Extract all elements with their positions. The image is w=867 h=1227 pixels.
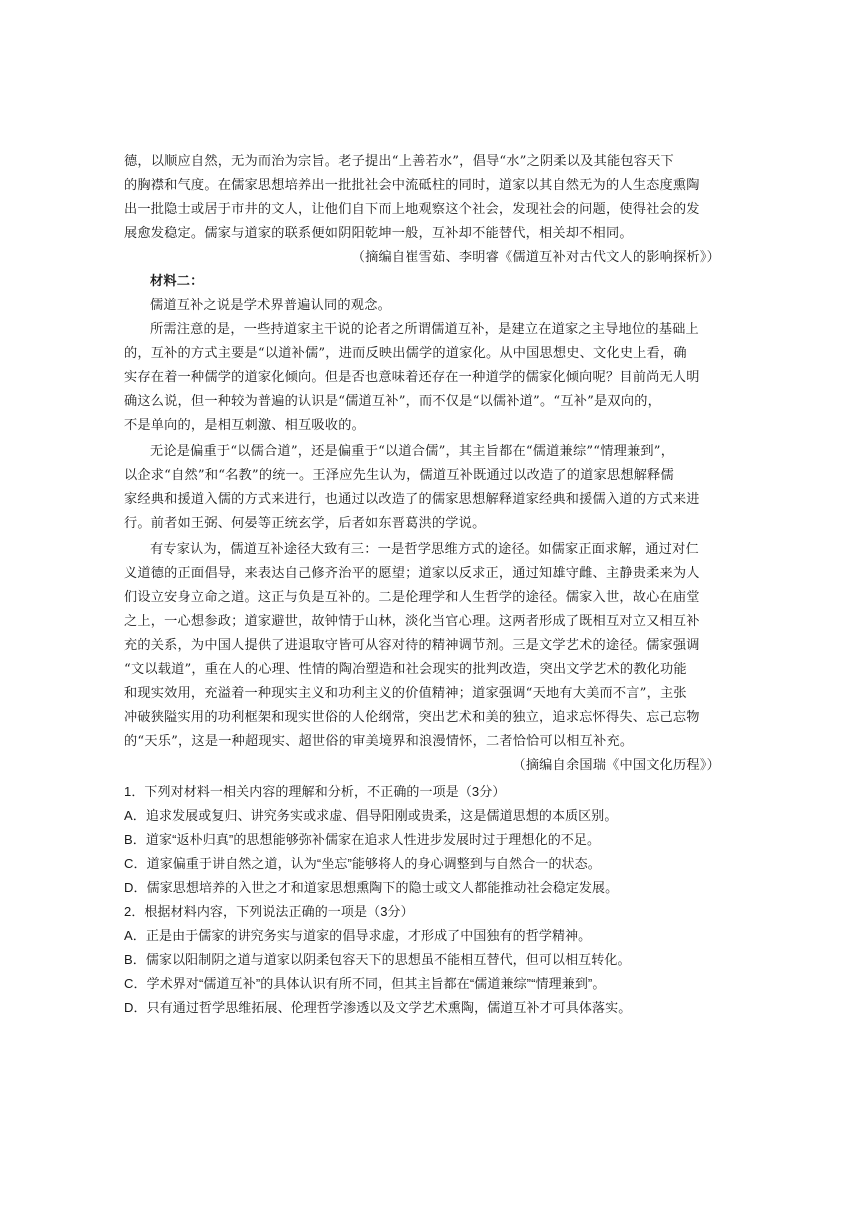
text-line: 德，以顺应自然，无为而治为宗旨。老子提出“上善若水”，倡导“水”之阴柔以及其能包容天下	[124, 154, 674, 169]
text-line: 无论是偏重于“以儒合道”，还是偏重于“以道合儒”，其主旨都在“儒道兼综”“情理兼到”，	[150, 444, 675, 459]
text-line: 的胸襟和气度。在儒家思想培养出一批批社会中流砥柱的同时，道家以其自然无为的人生态度熏陶	[124, 178, 700, 193]
question-option[interactable]: D．儒家思想培养的入世之才和道家思想熏陶下的隐士或文人都能推动社会稳定发展。	[124, 880, 619, 895]
text-line: 实存在着一种儒学的道家化倾向。但是否也意味着还存在一种道学的儒家化倾向呢？目前尚无人明	[124, 370, 700, 385]
question-option[interactable]: B．道家“返朴归真”的思想能够弥补儒家在追求人性进步发展时过于理想化的不足。	[124, 832, 601, 847]
text-line: 展愈发稳定。儒家与道家的联系便如阴阳乾坤一般，互补却不能替代，相关却不相同。	[124, 226, 633, 241]
questions	[124, 780, 720, 1025]
material2-heading: 材料二：	[150, 274, 204, 289]
text-line: “文以载道”，重在人的心理、性情的陶冶塑造和社会现实的批判改造，突出文学艺术的教化功能	[124, 662, 687, 677]
question-option[interactable]: A．追求发展或复归、讲究务实或求虚、倡导阳刚或贵柔，这是儒道思想的本质区别。	[124, 808, 618, 823]
question-option[interactable]: D．只有通过哲学思维拓展、伦理哲学渗透以及文学艺术熏陶，儒道互补才可具体落实。	[124, 1000, 632, 1015]
text-line: 确这么说，但一种较为普遍的认识是“儒道互补”，而不仅是“以儒补道”。“互补”是双向的，	[124, 394, 661, 409]
material2-source: （摘编自余国瑞《中国文化历程》）	[512, 758, 720, 773]
text-line: 之上，一心想参政；道家避世，故钟情于山林，淡化当官心理。这两者形成了既相互对立又相互补	[124, 614, 700, 629]
question-stem: 2．根据材料内容，下列说法正确的一项是（3分）	[124, 904, 414, 919]
text-line: 所需注意的是，一些持道家主干说的论者之所谓儒道互补，是建立在道家之主导地位的基础上	[150, 322, 699, 337]
text-line: 和现实效用，充溢着一种现实主义和功利主义的价值精神；道家强调“天地有大美而不言”，主张	[124, 686, 687, 701]
text-line: 儒道互补之说是学术界普遍认同的观念。	[150, 298, 391, 313]
material1-tail	[124, 150, 720, 275]
text-line: 不是单向的，是相互刺激、相互吸收的。	[124, 418, 365, 433]
text-line: 充的关系，为中国人提供了进退取守皆可从容对待的精神调节剂。三是文学艺术的途径。儒家强调	[124, 638, 700, 653]
question-option[interactable]: C．道家偏重于讲自然之道，认为“坐忘”能够将人的身心调整到与自然合一的状态。	[124, 856, 601, 871]
question-option[interactable]: A．正是由于儒家的讲究务实与道家的倡导求虚，才形成了中国独有的哲学精神。	[124, 928, 592, 943]
text-line: 的“天乐”，这是一种超现实、超世俗的审美境界和浪漫情怀，二者恰恰可以相互补充。	[124, 734, 634, 749]
question-stem: 1．下列对材料一相关内容的理解和分析，不正确的一项是（3分）	[124, 784, 506, 799]
text-line: 的，互补的方式主要是“以道补儒”，进而反映出儒学的道家化。从中国思想史、文化史上看，确	[124, 346, 687, 361]
text-line: 行。前者如王弼、何晏等正统玄学，后者如东晋葛洪的学说。	[124, 516, 486, 531]
material1-source: （摘编自崔雪茹、李明睿《儒道互补对古代文人的影响探析》）	[351, 250, 720, 265]
text-line: 冲破狭隘实用的功利框架和现实世俗的人伦纲常，突出艺术和美的独立，追求忘怀得失、忘己忘物	[124, 710, 700, 725]
text-line: 以企求“自然”和“名教”的统一。王泽应先生认为，儒道互补既通过以改造了的道家思想解释儒	[124, 468, 674, 483]
text-line: 家经典和援道入儒的方式来进行，也通过以改造了的儒家思想解释道家经典和援儒入道的方式来进	[124, 492, 700, 507]
question-option[interactable]: C．学术界对“儒道互补”的具体认识有所不同，但其主旨都在“儒道兼综”“情理兼到”。	[124, 976, 606, 991]
text-line: 出一批隐士或居于市井的文人，让他们自下而上地观察这个社会，发现社会的问题，使得社会的发	[124, 202, 700, 217]
text-line: 有专家认为，儒道互补途径大致有三：一是哲学思维方式的途径。如儒家正面求解，通过对仁	[150, 542, 699, 557]
question-option[interactable]: B．儒家以阳制阴之道与道家以阴柔包容天下的思想虽不能相互替代，但可以相互转化。	[124, 952, 631, 967]
material2	[124, 270, 720, 772]
text-line: 义道德的正面倡导，来表达自己修齐治平的愿望；道家以反求正，通过知雄守雌、主静贵柔来为人	[124, 566, 700, 581]
text-line: 们设立安身立命之道。这正与负是互补的。二是伦理学和人生哲学的途径。儒家入世，故心在庙堂	[124, 590, 700, 605]
